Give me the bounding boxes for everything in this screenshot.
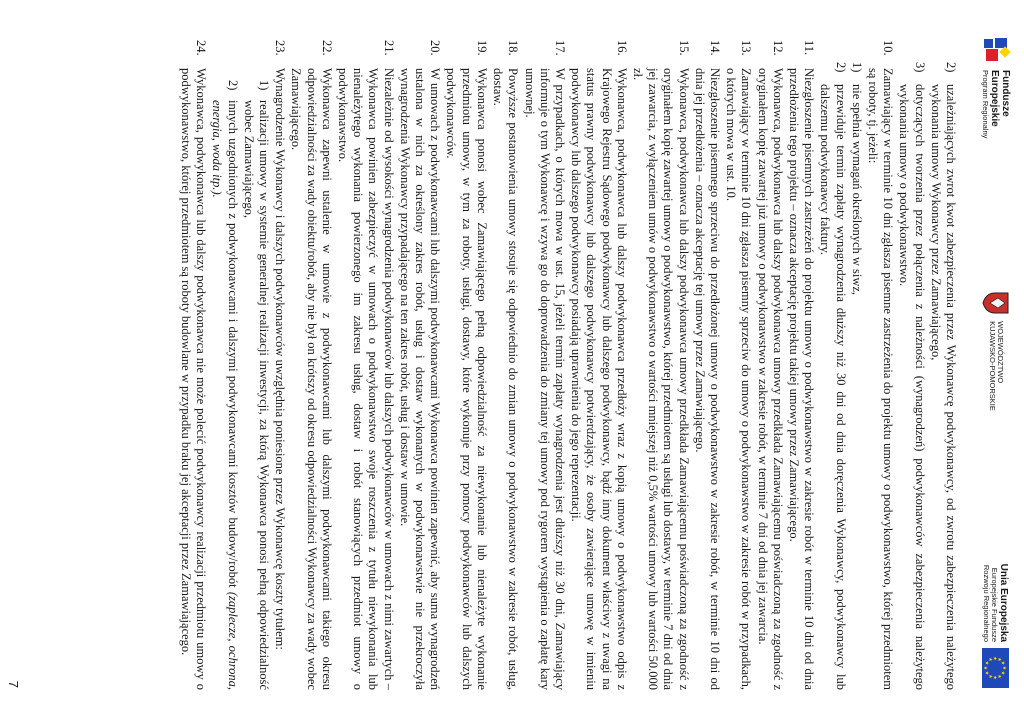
- svg-text:★: ★: [987, 674, 994, 679]
- item-text: innych uzgodnionych z podwykonawcami i dalszymi podwykonawcami kosztów budowy/robót: [225, 100, 240, 588]
- svg-text:★: ★: [992, 656, 998, 661]
- list-item: [209, 40, 239, 690]
- item-number: 17.: [552, 40, 567, 56]
- item-text: nie spełnia wymagań określonych w siwz,: [849, 84, 864, 296]
- list-item: [241, 40, 271, 690]
- list-item: [849, 40, 864, 690]
- wojewodztwo-logo: [982, 291, 1010, 411]
- item-number: 23.: [273, 40, 288, 56]
- svg-text:★: ★: [1000, 660, 1006, 666]
- list-item: [335, 40, 396, 690]
- item-number: 22.: [319, 40, 334, 56]
- fe-logo-line2: Europejskie: [989, 70, 1000, 127]
- item-number: 16.: [614, 40, 629, 56]
- list-item: [288, 40, 334, 690]
- item-number: 19.: [474, 40, 489, 56]
- list-item: [928, 40, 958, 690]
- item-text: Wykonawca, podwykonawca lub dalszy podwykonawca umowy przedkłada Zamawiającemu poświadczoną za zgodność z oryginałem kopię zawartej już umowy o podwykonawstwo w zakresie robót, w terminie 7 dni od dnia jej zawarcia.: [755, 68, 785, 690]
- item-number: 21.: [381, 40, 396, 56]
- list-item: [443, 40, 489, 690]
- item-text: Wykonawca, podwykonawca lub dalszy podwykonawca nie może polecić podwykonawcy realizacji przedmiotu umowy o podwykonawstwo, której przedmiotem są roboty budowlane w przypadku braku jej akceptacji przez Zamawiającego.: [179, 68, 209, 690]
- coat-of-arms-icon: [982, 291, 1010, 315]
- list-item: [723, 40, 753, 690]
- list-item: [178, 40, 208, 690]
- item-text: realizacji umowy w systemie generalnej realizacji inwestycji, za którą Wykonawca ponosi pełną odpowiedzialność wobec Zamawiającego,: [241, 100, 272, 690]
- svg-text:★: ★: [984, 660, 990, 666]
- item-number: 13.: [739, 40, 754, 56]
- item-text: Wynagrodzenie Wykonawcy i dalszych podwykonawców uwzględnia poniesione przez Wykonawcę koszty tytułem:: [273, 68, 288, 650]
- list-item: [397, 40, 443, 690]
- item-text: Niezależnie od wysokości wynagrodzenia podwykonawców lub dalszych podwykonawców w umowach z nimi zawartych – Wykonawca powinien zabezpieczyć w umowach o podwykonawstwo swoje roszczenia z tytułu niewykonania lub nienależytego wykonania powierzonego im zakresu usług, dostaw i robót stanowiących przedmiot umowy o podwykonawstwo.: [336, 68, 396, 690]
- item-text: Zamawiający w terminie 10 dni zgłasza pisemny sprzeciw do umowy o podwykonawstwo w zakresie robót w przypadkach, o których mowa w ust. 10.: [724, 68, 754, 690]
- item-number: 12.: [770, 40, 785, 56]
- woj-logo-line1: WOJEWÓDZTWO: [996, 321, 1005, 384]
- eu-logo-line2: Europejskie Fundusze: [990, 567, 1000, 642]
- item-number: 2): [833, 62, 848, 73]
- page-number: 7: [6, 680, 21, 688]
- svg-text:★: ★: [987, 657, 994, 662]
- svg-text:★: ★: [982, 665, 989, 671]
- item-number: 18.: [506, 40, 521, 56]
- eu-logo-line1: Unia Europejska: [998, 563, 1010, 642]
- item-number: 2): [944, 62, 958, 73]
- item-text: uzależniających zwrot kwot zabezpieczenia przez Wykonawcę podwykonawcy, od zwrotu zabezpieczenia należytego wykonania umowy Wykonawcy przez Zamawiającego,: [928, 84, 958, 690]
- item-number: 11.: [802, 40, 817, 56]
- svg-text:★: ★: [996, 674, 1003, 679]
- list-item: [865, 40, 895, 690]
- item-text-italic: (zaplecze, ochrona, energia, woda itp.).: [210, 100, 240, 690]
- svg-text:★: ★: [996, 657, 1003, 662]
- item-number: 2): [225, 80, 240, 91]
- page-header: [974, 36, 1018, 688]
- list-item: [272, 40, 287, 690]
- svg-text:★: ★: [984, 670, 990, 676]
- item-text: Wykonawca, podwykonawca lub dalszy podwykonawca umowy przedkłada Zamawiającemu poświadczoną za zgodność z oryginałem kopię zawartej umowy o podwykonawstwo, której przedmiotem są usługi lub dostawy, w terminie 7 dni od dnia jej zawarcia, z wyłączeniem umów o podwykonawstwo o wartości mniejszej niż 0,5% wartości umowy lub wartości 50.000 zł.: [630, 68, 691, 690]
- item-number: 3): [912, 62, 927, 73]
- item-number: 10.: [881, 40, 896, 56]
- document-body: [177, 40, 958, 690]
- list-item: [896, 40, 926, 690]
- item-number: 14.: [707, 40, 722, 56]
- fundusze-europejskie-logo: [981, 36, 1011, 138]
- list-item: [630, 40, 691, 690]
- fundusze-europejskie-icon: [981, 36, 1011, 64]
- item-text: Niezgłoszenie pisemnych zastrzeżeń do projektu umowy o podwykonawstwo w zakresie robót w terminie 10 dni od dnia przedłożenia tego projektu – oznacza akceptację projektu takiej umowy przez Zamawiającego.: [786, 68, 817, 690]
- item-number: 1): [849, 62, 864, 73]
- fe-logo-line3: Program Regionalny: [981, 70, 990, 139]
- svg-text:★: ★: [1001, 665, 1008, 671]
- eu-flag-icon: [983, 648, 1010, 688]
- woj-logo-line2: KUJAWSKO-POMORSKIE: [988, 321, 997, 411]
- list-item: [568, 40, 629, 690]
- eu-logo-line3: Rozwoju Regionalnego: [982, 564, 992, 642]
- item-text: W umowach z podwykonawcami lub dalszymi podwykonawcami Wykonawca powinien zapewnić, aby suma wynagrodzeń ustalona w nich za określony zakres robót, usług i dostaw wykonanych w podwykonawstwie nie przekroczyła wynagrodzenia Wykonawcy przypadającego na ten zakres robót, usług i dostaw w umowie.: [397, 68, 443, 690]
- item-text: W przypadkach, o których mowa w ust. 15, jeżeli termin zapłaty wynagrodzenia jest dłuższy niż 30 dni, Zamawiający informuje o tym Wykonawcę i wzywa go do doprowadzenia do zmiany tej umowy pod rygorem wystąpienia o zapłatę kary umownej.: [522, 68, 567, 690]
- svg-text:★: ★: [1000, 670, 1006, 676]
- item-text: przewiduje termin zapłaty wynagrodzenia dłuższy niż 30 dni od dnia doręczenia Wykonawcy, podwykonawcy lub dalszemu podwykonawcy faktury.: [818, 84, 848, 690]
- item-text: Niezgłoszenie pisemnego sprzeciwu do przedłożonej umowy o podwykonawstwo w zakresie robót, w terminie 10 dni od dnia jej przedłożenia – oznacza akceptację tej umowy przez Zamawiającego.: [692, 68, 722, 690]
- item-text: Wykonawca zapewni ustalenie w umowie z podwykonawcami lub dalszymi podwykonawcami takiego okresu odpowiedzialności za wady obiektu/robót, aby nie był on krótszy od okresu odpowiedzialności Wykonawcy za wady wobec Zamawiającego.: [289, 68, 334, 690]
- svg-text:★: ★: [992, 675, 998, 680]
- eu-logo: [983, 564, 1010, 688]
- list-item: [521, 40, 567, 690]
- list-item: [786, 40, 816, 690]
- item-text: Wykonawca, podwykonawca lub dalszy podwykonawca przedłoży wraz z kopią umowy o podwykonawstwo odpis z Krajowego Rejestru Sądowego podwykonawcy lub dalszego podwykonawcy, bądź inny dokument właściwy z uwagi na status prawny podwykonawcy lub dalszego podwykonawcy potwierdzający, że osoby zawierające umowę w imieniu podwykonawcy lub dalszego podwykonawcy posiadają uprawnienia do jego reprezentacji.: [569, 68, 629, 690]
- item-number: 24.: [194, 40, 209, 56]
- item-number: 15.: [676, 40, 691, 56]
- list-item: [817, 40, 847, 690]
- item-text: Wykonawca ponosi wobec Zamawiającego pełną odpowiedzialność za niewykonanie lub nienależyte wykonanie przedmiotu umowy, w tym za roboty, usługi, dostawy, które wykonuje przy pomocy podwykonawców lub dalszych podwykonawców.: [444, 68, 489, 690]
- item-text: Zamawiający w terminie 10 dni zgłasza pisemne zastrzeżenia do projektu umowy o podwykonawstwo, której przedmiotem są roboty, tj. jeżeli:: [865, 68, 896, 690]
- fe-logo-line1: Fundusze: [1000, 70, 1011, 117]
- list-item: [754, 40, 784, 690]
- item-text: dotyczących tworzenia przez połączenia z należności (wynagrodzeń) podwykonawców zabezpieczenia należytego wykonania umowy o podwykonawstwo.: [897, 84, 927, 690]
- item-number: 20.: [428, 40, 443, 56]
- list-item: [692, 40, 722, 690]
- item-text: Powyższe postanowienia umowy stosuje się odpowiednio do zmian umowy o podwykonawstwo w zakresie robót, usług, dostaw.: [491, 68, 521, 690]
- item-number: 1): [257, 80, 272, 91]
- list-item: [490, 40, 520, 690]
